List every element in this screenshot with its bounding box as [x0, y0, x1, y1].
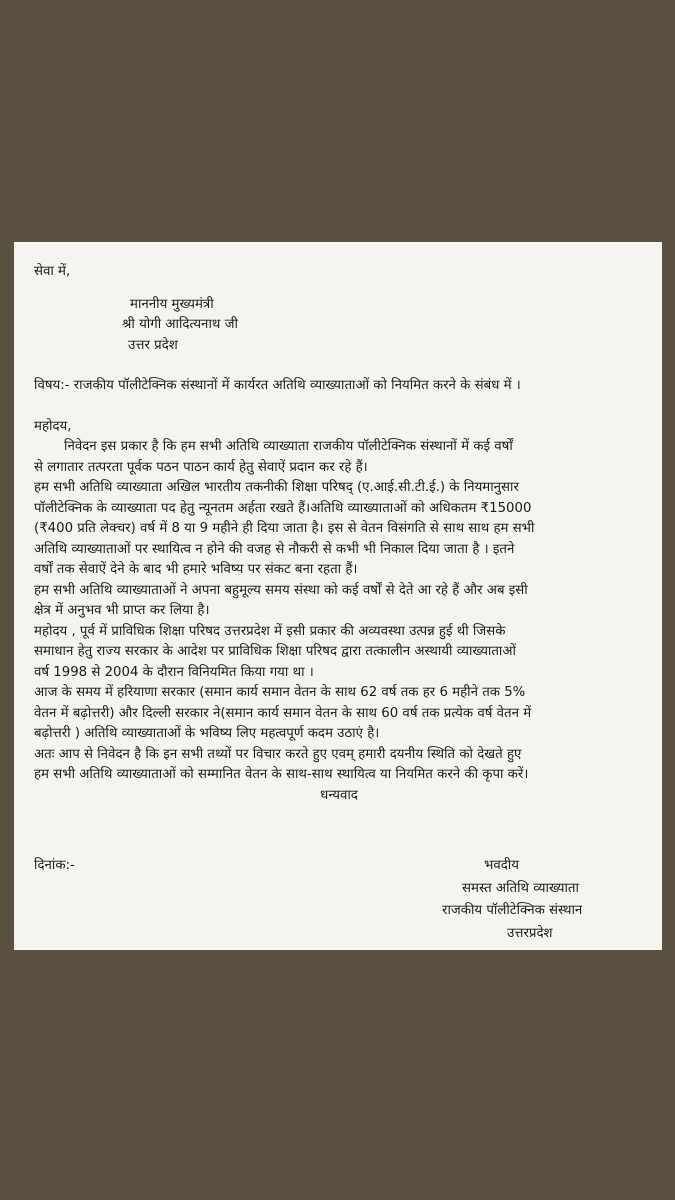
body-line: हम सभी अतिथि व्याख्याताओं को सम्मानित वेतन के साथ-साथ स्थायित्व या नियमित करने की कृपा करें।	[34, 767, 529, 782]
body-line: वर्षों तक सेवाऐं देने के बाद भी हमारे भविष्य पर संकट बना रहता हैं।	[34, 562, 358, 577]
body-line: हम सभी अतिथि व्याख्याता अखिल भारतीय तकनीकी शिक्षा परिषद् (ए.आई.सी.टी.ई.) के नियमानुसार	[34, 480, 519, 495]
signature-line: समस्त अतिथि व्याख्याता	[462, 880, 579, 896]
body-line: समाधान हेतु राज्य सरकार के आदेश पर प्राविधिक शिक्षा परिषद द्वारा तत्कालीन अस्थायी व्याख्याताओं	[34, 644, 516, 659]
body-line: महोदय , पूर्व में प्राविधिक शिक्षा परिषद उत्तरप्रदेश में इसी प्रकार की अव्यवस्था उत्पन्न हुई थी जिसके	[34, 623, 506, 639]
subject-line: विषय:- राजकीय पॉलीटेक्निक संस्थानों में कार्यरत अतिथि व्याख्याताओं को नियमित करने के संबंध में ।	[34, 378, 521, 393]
body-line: आज के समय में हरियाणा सरकार (समान कार्य समान वेतन के साथ 62 वर्ष तक हर 6 महीने तक 5%	[34, 685, 526, 700]
address-line: श्री योगी आदित्यनाथ जी	[122, 317, 238, 332]
thanks-line: धन्यवाद	[320, 787, 358, 803]
salutation-to: सेवा में,	[34, 264, 71, 279]
address-line: माननीय मुख्यमंत्री	[130, 296, 214, 312]
signature-line: राजकीय पॉलीटेक्निक संस्थान	[442, 903, 583, 918]
letter-page	[14, 242, 662, 950]
body-line: क्षेत्र में अनुभव भी प्राप्त कर लिया है।	[34, 603, 210, 618]
signature-line: भवदीय	[484, 858, 519, 873]
body-line: (₹400 प्रति लेक्चर) वर्ष में 8 या 9 महीने ही दिया जाता है। इस से वेतन विसंगति से साथ साथ हम सभी	[34, 521, 535, 536]
body-line: वर्ष 1998 से 2004 के दौरान विनियमित किया गया था ।	[34, 664, 314, 680]
address-line: उत्तर प्रदेश	[128, 337, 178, 353]
body-line: वेतन में बढ़ोत्तरी) और दिल्ली सरकार ने(समान कार्य समान वेतन के साथ 60 वर्ष तक प्रत्येक वर्ष वेतन में	[34, 705, 532, 721]
body-line: हम सभी अतिथि व्याख्याताओं ने अपना बहुमूल्य समय संस्था को कई वर्षों से देते आ रहे हैं और अब इसी	[34, 582, 528, 598]
date-label: दिनांक:-	[34, 858, 75, 873]
body-line: बढ़ोत्तरी ) अतिथि व्याख्याताओं के भविष्य लिए महत्वपूर्ण कदम उठाएं है।	[34, 726, 380, 741]
greeting: महोदय,	[34, 418, 72, 434]
body-line: से लगातार तत्परता पूर्वक पठन पाठन कार्य हेतु सेवाऐं प्रदान कर रहे हैं।	[34, 459, 368, 475]
body-line: निवेदन इस प्रकार है कि हम सभी अतिथि व्याख्याता राजकीय पॉलीटेक्निक संस्थानों में कई वर्षों	[64, 439, 513, 454]
signature-line: उत्तरप्रदेश	[507, 925, 553, 941]
body-line: अतिथि व्याख्याताओं पर स्थायित्व न होने की वजह से नौकरी से कभी भी निकाल दिया जाता है । इतने	[34, 541, 515, 557]
body-line: पॉलीटेक्निक के व्याख्याता पद हेतु न्यूनतम अर्हता रखते हैं।अतिथि व्याख्याताओं को अधिकतम ₹15000	[34, 500, 532, 516]
body-line: अतः आप से निवेदन है कि इन सभी तथ्यों पर विचार करते हुए एवम् हमारी दयनीय स्थिति को देखते हुए	[34, 746, 522, 762]
